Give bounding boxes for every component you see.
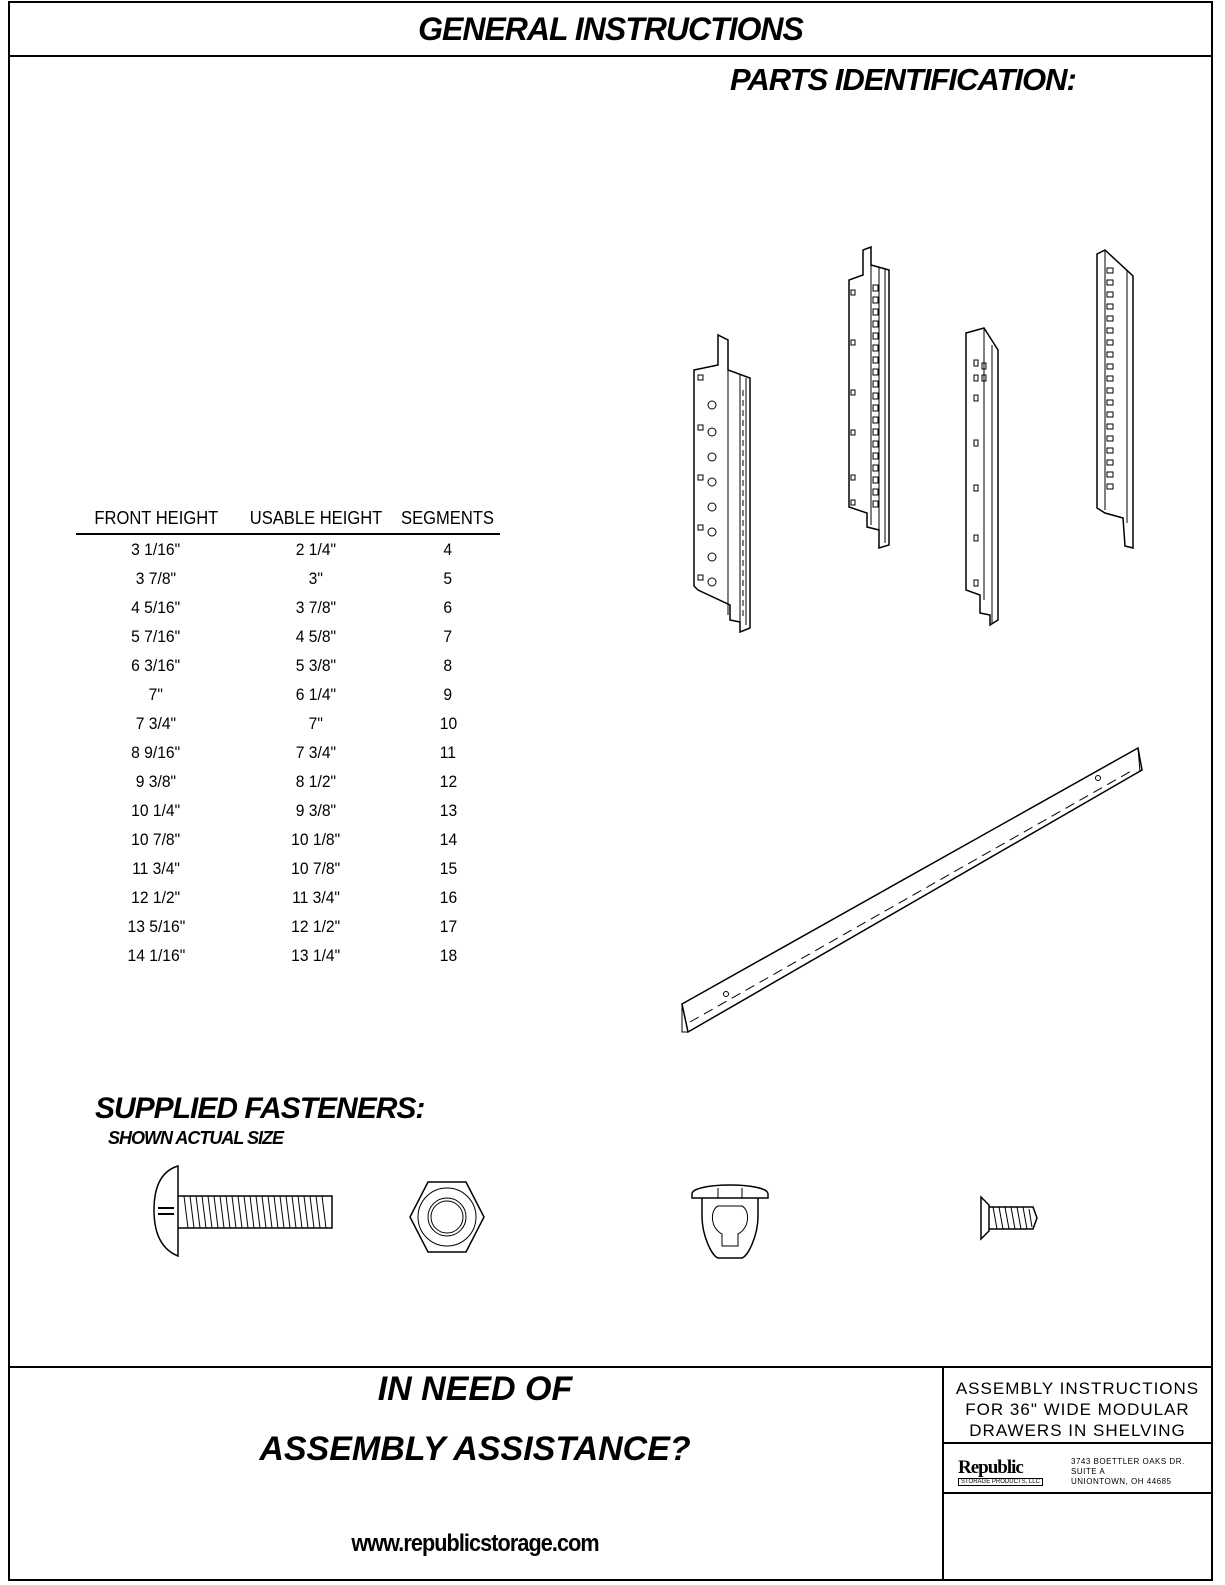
screw-drawing [150, 1162, 340, 1262]
front-height-cell: 10 1/4" [131, 800, 181, 820]
segments-cell: 6 [443, 597, 453, 617]
hex-nut-drawing [408, 1178, 486, 1256]
fasteners-title: SUPPLIED FASTENERS: [95, 1092, 425, 1125]
usable-height-cell: 3 7/8" [295, 597, 337, 617]
parts-identification-title: PARTS IDENTIFICATION: [730, 62, 1076, 97]
header-usable-height: USABLE HEIGHT [249, 507, 383, 528]
rail-drawing [678, 742, 1148, 1037]
segments-cell: 18 [439, 945, 457, 965]
usable-height-cell: 3" [308, 568, 324, 588]
upright-post-a-drawing [690, 330, 760, 635]
usable-height-cell: 8 1/2" [295, 771, 337, 791]
help-line-2: ASSEMBLY ASSISTANCE? [259, 1430, 691, 1468]
segments-cell: 8 [443, 655, 453, 675]
segments-cell: 13 [439, 800, 457, 820]
republic-logo: Republic [958, 1457, 1023, 1478]
front-height-cell: 7" [148, 684, 164, 704]
usable-height-cell: 6 1/4" [295, 684, 337, 704]
table-row [76, 622, 500, 651]
usable-height-cell: 7 3/4" [295, 742, 337, 762]
title-block-divider-2 [944, 1492, 1211, 1494]
segments-cell: 4 [443, 539, 453, 559]
usable-height-cell: 10 1/8" [291, 829, 341, 849]
upright-post-c-drawing [960, 325, 1010, 635]
front-height-cell: 4 5/16" [131, 597, 181, 617]
upright-post-b-drawing [843, 245, 903, 550]
footer-divider [8, 1366, 1213, 1368]
front-height-cell: 12 1/2" [131, 887, 181, 907]
table-row [76, 912, 500, 941]
segments-cell: 11 [439, 742, 457, 762]
height-table [76, 503, 500, 970]
push-clip-drawing [688, 1176, 772, 1262]
usable-height-cell: 5 3/8" [295, 655, 337, 675]
assembly-line-2: FOR 36" WIDE MODULAR [965, 1400, 1190, 1419]
usable-height-cell: 10 7/8" [291, 858, 341, 878]
front-height-cell: 5 7/16" [131, 626, 181, 646]
front-height-cell: 3 1/16" [131, 539, 181, 559]
table-row [76, 825, 500, 854]
table-row [76, 796, 500, 825]
assembly-line-3: DRAWERS IN SHELVING [969, 1421, 1186, 1440]
header-segments: SEGMENTS [401, 507, 495, 528]
front-height-cell: 6 3/16" [131, 655, 181, 675]
usable-height-cell: 2 1/4" [295, 539, 337, 559]
usable-height-cell: 12 1/2" [291, 916, 341, 936]
front-height-cell: 9 3/8" [135, 771, 177, 791]
company-address [1071, 1457, 1185, 1487]
segments-cell: 16 [439, 887, 457, 907]
flat-head-screw-drawing [975, 1193, 1045, 1243]
segments-cell: 12 [439, 771, 457, 791]
table-row [76, 941, 500, 970]
table-row [76, 738, 500, 767]
segments-cell: 10 [439, 713, 457, 733]
front-height-cell: 10 7/8" [131, 829, 181, 849]
usable-height-cell: 7" [308, 713, 324, 733]
table-row [76, 854, 500, 883]
usable-height-cell: 13 1/4" [291, 945, 341, 965]
address-line-3: UNIONTOWN, OH 44685 [1071, 1477, 1172, 1486]
usable-height-cell: 4 5/8" [295, 626, 337, 646]
upright-post-d-drawing [1093, 248, 1148, 553]
assembly-line-1: ASSEMBLY INSTRUCTIONS [955, 1379, 1200, 1398]
segments-cell: 5 [443, 568, 453, 588]
table-row [76, 883, 500, 912]
front-height-cell: 7 3/4" [135, 713, 177, 733]
front-height-cell: 3 7/8" [135, 568, 177, 588]
segments-cell: 9 [443, 684, 453, 704]
table-row [76, 593, 500, 622]
segments-cell: 15 [439, 858, 457, 878]
table-row [76, 767, 500, 796]
address-line-2: SUITE A [1071, 1467, 1106, 1476]
table-row [76, 651, 500, 680]
table-body [76, 535, 500, 970]
segments-cell: 17 [439, 916, 457, 936]
fasteners-subtitle: SHOWN ACTUAL SIZE [108, 1128, 283, 1148]
table-header [76, 503, 500, 535]
front-height-cell: 14 1/16" [127, 945, 185, 965]
page-title: GENERAL INSTRUCTIONS [418, 10, 803, 47]
front-height-cell: 13 5/16" [127, 916, 185, 936]
segments-cell: 14 [439, 829, 457, 849]
table-row [76, 535, 500, 564]
header-front-height: FRONT HEIGHT [94, 507, 218, 528]
header-bar [8, 1, 1213, 57]
table-row [76, 564, 500, 593]
segments-cell: 7 [443, 626, 453, 646]
logo-subtitle: STORAGE PRODUCTS, LLC [958, 1478, 1043, 1486]
title-block-divider [944, 1442, 1211, 1444]
assembly-title-block [944, 1378, 1211, 1441]
front-height-cell: 11 3/4" [132, 858, 180, 878]
address-line-1: 3743 BOETTLER OAKS DR. [1071, 1457, 1185, 1466]
help-line-1: IN NEED OF [377, 1370, 573, 1408]
front-height-cell: 8 9/16" [131, 742, 181, 762]
usable-height-cell: 9 3/8" [295, 800, 337, 820]
website-link[interactable]: www.republicstorage.com [351, 1530, 599, 1557]
table-row [76, 680, 500, 709]
table-row [76, 709, 500, 738]
usable-height-cell: 11 3/4" [292, 887, 340, 907]
